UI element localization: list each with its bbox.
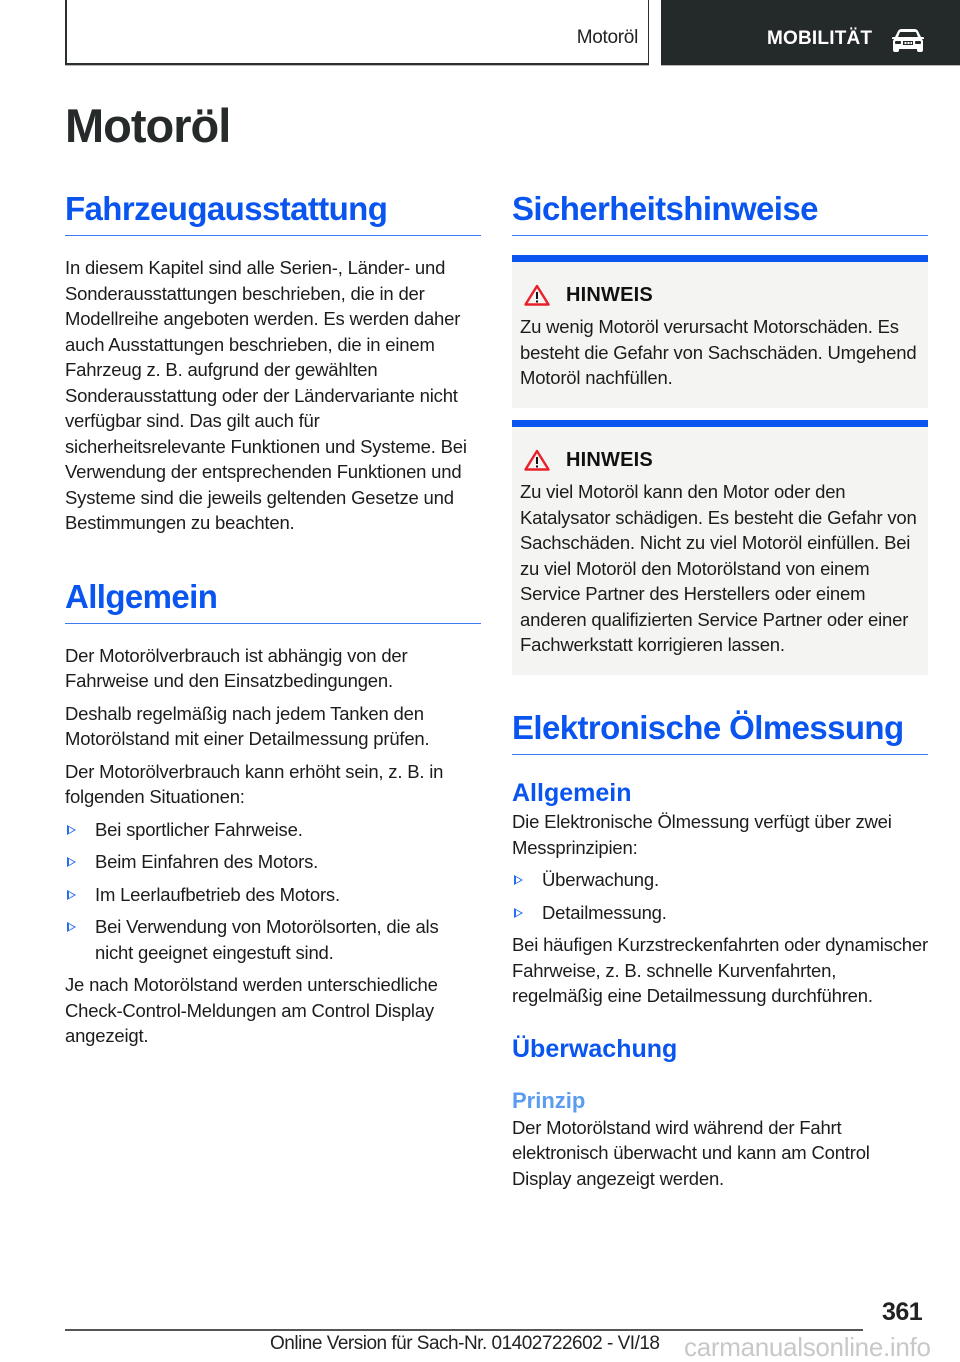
page-title: Motoröl [65, 99, 231, 152]
triangle-bullet-icon [67, 922, 76, 932]
paragraph: Die Elektronische Ölmessung verfügt über zwei Messprinzipien: [512, 811, 892, 858]
paragraph: Deshalb regelmäßig nach jedem Tanken den Motorölstand mit einer Detailmessung prüfen. [65, 702, 430, 749]
list-item: Detailmessung. [512, 900, 928, 926]
paragraph: Der Motorölverbrauch ist abhängig von der Fahrweise und den Einsatzbedingungen. [65, 644, 408, 691]
chapter-tab [661, 0, 960, 65]
list-item: Beim Einfahren des Motors. [65, 849, 481, 875]
triangle-bullet-icon [67, 890, 76, 900]
paragraph: Der Motorölstand wird während der Fahrt elektronisch überwacht und kann am Control Display angezeigt werden. [512, 1116, 870, 1189]
footer-divider [65, 1329, 863, 1331]
section-heading-fahrzeugausstattung: Fahrzeugausstattung [65, 188, 481, 236]
list-item: Überwachung. [512, 867, 928, 893]
triangle-bullet-icon [67, 857, 76, 867]
page-number: 361 [882, 1298, 923, 1326]
list-item: Bei sportlicher Fahrweise. [65, 817, 481, 843]
section-heading-elektronische-oelmessung: Elektronische Ölmessung [512, 707, 928, 755]
paragraph-fahrzeugausstattung: In diesem Kapitel sind alle Serien-, Länder- und Sonderausstattungen beschrieben, die in der Modellreihe angeboten werden. Es werden daher auch Ausstattungen beschrieben, die in einem Fahrzeug z. B. aufgrund der gewählten Sonderausstattung oder der Ländervariante nicht verfügbar sind. Das gilt auch für sicherheitsrelevante Funktionen und Systeme. Bei Verwendung der entsprechenden Funktionen und Systeme sind die jeweils geltenden Gesetze und Bestimmungen zu beachten. [65, 257, 467, 533]
notice-box [512, 420, 928, 675]
paragraph-closing: Je nach Motorölstand werden unterschiedliche Check-Control-Meldungen am Control Display angezeigt. [65, 974, 438, 1046]
triangle-bullet-icon [67, 825, 76, 835]
watermark: carmanualsonline.info [684, 1332, 931, 1362]
list-item: Im Leerlaufbetrieb des Motors. [65, 882, 481, 908]
subheading-ueberwachung: Überwachung [512, 1034, 678, 1063]
notice-text: Zu wenig Motoröl verursacht Motorschäden. Es besteht die Gefahr von Sachschäden. Umgehend Motoröl nachfüllen. [520, 316, 917, 388]
list-item: Bei Verwendung von Motorölsorten, die als nicht geeignet eingestuft sind. [65, 914, 481, 965]
right-column [512, 188, 928, 1191]
paragraph: Der Motorölverbrauch kann erhöht sein, z. B. in folgenden Situationen: [65, 760, 444, 807]
section-heading-sicherheitshinweise: Sicherheitshinweise [512, 188, 928, 236]
triangle-bullet-icon [514, 875, 523, 885]
chapter-title: MOBILITÄT [767, 28, 873, 49]
paragraph: Bei häufigen Kurzstreckenfahrten oder dynamischer Fahrweise, z. B. schnelle Kurvenfahrten, regelmäßig eine Detailmessung durchführen. [512, 934, 928, 1006]
footer-text: Online Version für Sach-Nr. 01402722602 - VI/18 [270, 1333, 660, 1354]
bullet-list [512, 867, 928, 925]
subheading-allgemein: Allgemein [512, 779, 632, 807]
notice-text: Zu viel Motoröl kann den Motor oder den Katalysator schädigen. Es besteht die Gefahr von Sachschäden. Nicht zu viel Motoröl einfüllen. Bei zu viel Motoröl den Motorölstand von einem Service Partner des Herstellers oder einem anderen qualifizierten Service Partner oder einer Fachwerkstatt korrigieren lassen. [520, 481, 917, 655]
subheading-prinzip: Prinzip [512, 1087, 586, 1113]
left-column [65, 188, 481, 1049]
breadcrumb: Motoröl [576, 27, 638, 48]
notice-title: HINWEIS [566, 283, 653, 306]
notice-title: HINWEIS [566, 448, 653, 471]
bullet-list [65, 817, 481, 966]
section-heading-allgemein: Allgemein [65, 576, 481, 624]
warning-triangle-icon [524, 284, 550, 306]
car-icon [891, 28, 925, 54]
header-breadcrumb-box [65, 0, 649, 65]
warning-triangle-icon [524, 449, 550, 471]
notice-box [512, 255, 928, 408]
triangle-bullet-icon [514, 908, 523, 918]
